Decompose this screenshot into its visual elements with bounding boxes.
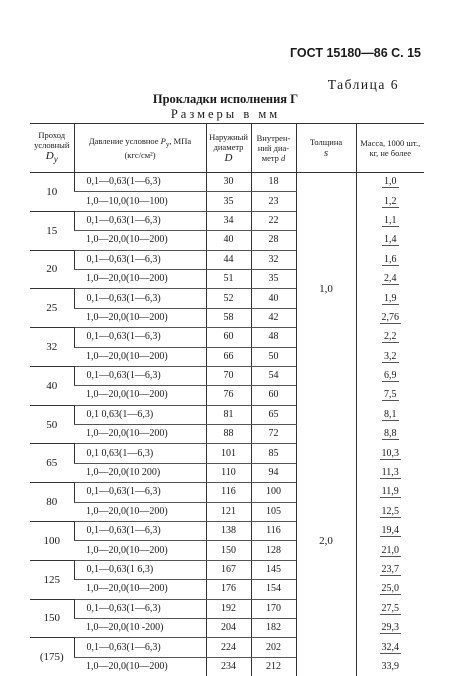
pressure-unit: , МПа: [169, 136, 191, 146]
cell-inner-diameter: 116: [251, 522, 296, 541]
cell-inner-diameter: 182: [251, 618, 296, 637]
cell-inner-diameter: 22: [251, 211, 296, 230]
cell-pressure: 1,0—20,0(10—200): [74, 308, 206, 327]
table-row: [30, 541, 424, 560]
page-header: ГОСТ 15180—86 С. 15: [290, 46, 421, 60]
cell-mass: [356, 618, 424, 637]
cell-pressure: 0,1—0,63(1—6,3): [74, 638, 206, 657]
cell-outer-diameter: 234: [206, 657, 251, 676]
table-row: [30, 463, 424, 482]
mass-value: 7,5: [382, 389, 399, 401]
cell-pressure: 1,0—20,0(10—200): [74, 657, 206, 676]
cell-inner-diameter: 100: [251, 483, 296, 502]
mass-value: 8,8: [382, 428, 399, 440]
table-row: [30, 657, 424, 676]
mass-value: 2,2: [382, 331, 399, 343]
table-row: [30, 231, 424, 250]
table-row: [30, 269, 424, 288]
cell-mass: [356, 599, 424, 618]
cell-pressure: 1,0—10,0(10—100): [74, 192, 206, 211]
table-row: [30, 638, 424, 657]
cell-mass: [356, 560, 424, 579]
cell-outer-diameter: 204: [206, 618, 251, 637]
cell-mass: [356, 231, 424, 250]
mass-value: 32,4: [380, 642, 402, 654]
table-row: [30, 405, 424, 424]
cell-nominal-bore: 65: [30, 444, 74, 483]
cell-nominal-bore: 25: [30, 289, 74, 328]
cell-outer-diameter: 224: [206, 638, 251, 657]
cell-inner-diameter: 154: [251, 580, 296, 599]
header-thickness: [296, 124, 356, 173]
cell-mass: [356, 386, 424, 405]
mass-value: 11,3: [380, 467, 401, 479]
pressure-symbol: P: [161, 136, 166, 146]
table-row: [30, 308, 424, 327]
cell-nominal-bore: 15: [30, 211, 74, 250]
cell-pressure: 1,0—20,0(10—200): [74, 502, 206, 521]
table-number: Таблица 6: [328, 77, 399, 93]
table-row: [30, 618, 424, 637]
cell-inner-diameter: 170: [251, 599, 296, 618]
table-subtitle: Размеры в мм: [0, 107, 451, 122]
cell-thickness: 2,0: [296, 405, 356, 676]
table-row: [30, 560, 424, 579]
cell-inner-diameter: 202: [251, 638, 296, 657]
table-row: [30, 211, 424, 230]
table-row: [30, 366, 424, 385]
mass-value: 8,1: [382, 409, 399, 421]
cell-inner-diameter: 54: [251, 366, 296, 385]
outer-diameter-label: Наружный диаметр: [209, 132, 248, 152]
cell-outer-diameter: 76: [206, 386, 251, 405]
cell-inner-diameter: 42: [251, 308, 296, 327]
mass-value: 33,9: [380, 661, 402, 672]
inner-diameter-symbol: d: [281, 153, 285, 163]
cell-outer-diameter: 34: [206, 211, 251, 230]
cell-mass: [356, 463, 424, 482]
mass-value: 11,9: [380, 486, 401, 498]
cell-nominal-bore: 20: [30, 250, 74, 289]
cell-mass: [356, 366, 424, 385]
header-nominal-bore-label: Проход условный: [34, 130, 69, 150]
cell-pressure: 1,0—20,0(10—200): [74, 231, 206, 250]
cell-mass: [356, 580, 424, 599]
dn-subscript: у: [54, 155, 58, 165]
cell-mass: [356, 328, 424, 347]
table-row: [30, 580, 424, 599]
table-row: [30, 483, 424, 502]
pressure-subscript: у: [166, 141, 170, 149]
mass-value: 29,3: [380, 622, 402, 634]
cell-outer-diameter: 167: [206, 560, 251, 579]
cell-inner-diameter: 212: [251, 657, 296, 676]
cell-outer-diameter: 176: [206, 580, 251, 599]
cell-inner-diameter: 48: [251, 328, 296, 347]
cell-inner-diameter: 105: [251, 502, 296, 521]
dn-symbol: D: [46, 150, 54, 162]
cell-pressure: 0,1—0,63(1—6,3): [74, 366, 206, 385]
mass-value: 3,2: [382, 351, 399, 363]
cell-inner-diameter: 40: [251, 289, 296, 308]
cell-outer-diameter: 138: [206, 522, 251, 541]
cell-inner-diameter: 94: [251, 463, 296, 482]
table-row: [30, 425, 424, 444]
header-outer-diameter: [206, 124, 251, 173]
table-title: Прокладки исполнения Г: [0, 92, 451, 107]
cell-pressure: 1,0—20,0(10—200): [74, 425, 206, 444]
cell-nominal-bore: 10: [30, 173, 74, 212]
cell-pressure: 0,1—0,63(1—6,3): [74, 483, 206, 502]
header-nominal-bore-symbol: [32, 150, 72, 165]
cell-outer-diameter: 51: [206, 269, 251, 288]
table-body: [30, 173, 424, 676]
table-header-row: [30, 124, 424, 173]
header-mass: Масса, 1000 шт., кг, не более: [356, 124, 424, 173]
gasket-dimensions-table: [30, 123, 424, 676]
mass-value: 21,0: [380, 545, 402, 557]
cell-mass: [356, 192, 424, 211]
outer-diameter-symbol: D: [209, 152, 249, 164]
table-row: [30, 502, 424, 521]
cell-pressure: 1,0—20,0(10—200): [74, 541, 206, 560]
mass-value: 23,7: [380, 564, 402, 576]
table-row: [30, 599, 424, 618]
cell-mass: [356, 173, 424, 192]
cell-outer-diameter: 44: [206, 250, 251, 269]
cell-inner-diameter: 32: [251, 250, 296, 269]
cell-nominal-bore: 125: [30, 560, 74, 599]
cell-nominal-bore: 100: [30, 522, 74, 561]
mass-value: 27,5: [380, 603, 402, 615]
cell-nominal-bore: 50: [30, 405, 74, 444]
mass-value: 10,3: [380, 448, 402, 460]
cell-mass: [356, 502, 424, 521]
cell-outer-diameter: 192: [206, 599, 251, 618]
cell-outer-diameter: 101: [206, 444, 251, 463]
cell-mass: [356, 269, 424, 288]
cell-mass: [356, 405, 424, 424]
table-row: [30, 386, 424, 405]
cell-inner-diameter: 23: [251, 192, 296, 211]
cell-inner-diameter: 72: [251, 425, 296, 444]
cell-mass: [356, 657, 424, 676]
pressure-unit-kgf: (кгс/см²): [124, 150, 155, 160]
cell-pressure: 0,1 0,63(1—6,3): [74, 405, 206, 424]
table-row: [30, 444, 424, 463]
mass-value: 1,1: [382, 215, 399, 227]
mass-value: 1,6: [382, 254, 399, 266]
cell-pressure: 1,0—20,0(10 200): [74, 463, 206, 482]
cell-mass: [356, 541, 424, 560]
mass-value: 25,0: [380, 583, 402, 595]
cell-outer-diameter: 35: [206, 192, 251, 211]
cell-outer-diameter: 66: [206, 347, 251, 366]
cell-outer-diameter: 52: [206, 289, 251, 308]
cell-mass: [356, 425, 424, 444]
cell-pressure: 0,1—0,63(1—6,3): [74, 173, 206, 192]
cell-pressure: 0,1—0,63(1—6,3): [74, 289, 206, 308]
cell-inner-diameter: 35: [251, 269, 296, 288]
cell-outer-diameter: 30: [206, 173, 251, 192]
mass-value: 1,2: [382, 196, 399, 208]
mass-value: 2,4: [382, 273, 399, 285]
cell-nominal-bore: 80: [30, 483, 74, 522]
cell-inner-diameter: 28: [251, 231, 296, 250]
mass-value: 1,4: [382, 234, 399, 246]
header-nominal-bore: [30, 124, 74, 173]
cell-inner-diameter: 145: [251, 560, 296, 579]
header-nominal-pressure: [74, 124, 206, 173]
mass-value: 1,9: [382, 293, 399, 305]
cell-mass: [356, 289, 424, 308]
mass-value: 19,4: [380, 525, 402, 537]
cell-nominal-bore: 32: [30, 328, 74, 367]
cell-inner-diameter: 128: [251, 541, 296, 560]
cell-mass: [356, 308, 424, 327]
table-row: [30, 173, 424, 192]
cell-outer-diameter: 70: [206, 366, 251, 385]
pressure-label: Давление условное: [89, 136, 159, 146]
cell-nominal-bore: (175): [30, 638, 74, 676]
cell-pressure: 1,0—20,0(10—200): [74, 347, 206, 366]
cell-pressure: 1,0—20,0(10—200): [74, 269, 206, 288]
cell-pressure: 1,0—20,0(10—200): [74, 580, 206, 599]
cell-mass: [356, 483, 424, 502]
table-row: [30, 522, 424, 541]
cell-inner-diameter: 65: [251, 405, 296, 424]
cell-mass: [356, 638, 424, 657]
cell-pressure: 0,1—0,63(1—6,3): [74, 599, 206, 618]
table-row: [30, 289, 424, 308]
header-inner-diameter: [251, 124, 296, 173]
cell-mass: [356, 250, 424, 269]
cell-nominal-bore: 40: [30, 366, 74, 405]
cell-mass: [356, 211, 424, 230]
cell-pressure: 0,1—0,63(1 6,3): [74, 560, 206, 579]
cell-outer-diameter: 58: [206, 308, 251, 327]
mass-value: 2,76: [380, 312, 402, 324]
mass-value: 12,5: [380, 506, 402, 518]
cell-pressure: 0,1—0,63(1—6,3): [74, 250, 206, 269]
cell-mass: [356, 347, 424, 366]
cell-pressure: 0,1—0,63(1—6,3): [74, 522, 206, 541]
cell-pressure: 0,1—0,63(1—6,3): [74, 328, 206, 347]
cell-outer-diameter: 88: [206, 425, 251, 444]
cell-outer-diameter: 110: [206, 463, 251, 482]
thickness-symbol: s: [299, 147, 354, 159]
table-row: [30, 192, 424, 211]
inner-diameter-label: Внутренний диаметр: [257, 133, 291, 163]
table-row: [30, 328, 424, 347]
cell-outer-diameter: 121: [206, 502, 251, 521]
cell-pressure: 0,1—0,63(1—6,3): [74, 211, 206, 230]
mass-value: 1,0: [382, 176, 399, 188]
cell-thickness: 1,0: [296, 173, 356, 406]
thickness-label: Толщина: [310, 137, 342, 147]
cell-inner-diameter: 60: [251, 386, 296, 405]
cell-outer-diameter: 116: [206, 483, 251, 502]
cell-outer-diameter: 60: [206, 328, 251, 347]
table-row: [30, 250, 424, 269]
cell-pressure: 1,0—20,0(10 -200): [74, 618, 206, 637]
cell-outer-diameter: 150: [206, 541, 251, 560]
mass-value: 6,9: [382, 370, 399, 382]
cell-mass: [356, 522, 424, 541]
cell-pressure: 0,1 0,63(1—6,3): [74, 444, 206, 463]
cell-outer-diameter: 81: [206, 405, 251, 424]
table-row: [30, 347, 424, 366]
cell-mass: [356, 444, 424, 463]
cell-nominal-bore: 150: [30, 599, 74, 638]
cell-inner-diameter: 50: [251, 347, 296, 366]
cell-inner-diameter: 85: [251, 444, 296, 463]
cell-outer-diameter: 40: [206, 231, 251, 250]
cell-pressure: 1,0—20,0(10—200): [74, 386, 206, 405]
cell-inner-diameter: 18: [251, 173, 296, 192]
